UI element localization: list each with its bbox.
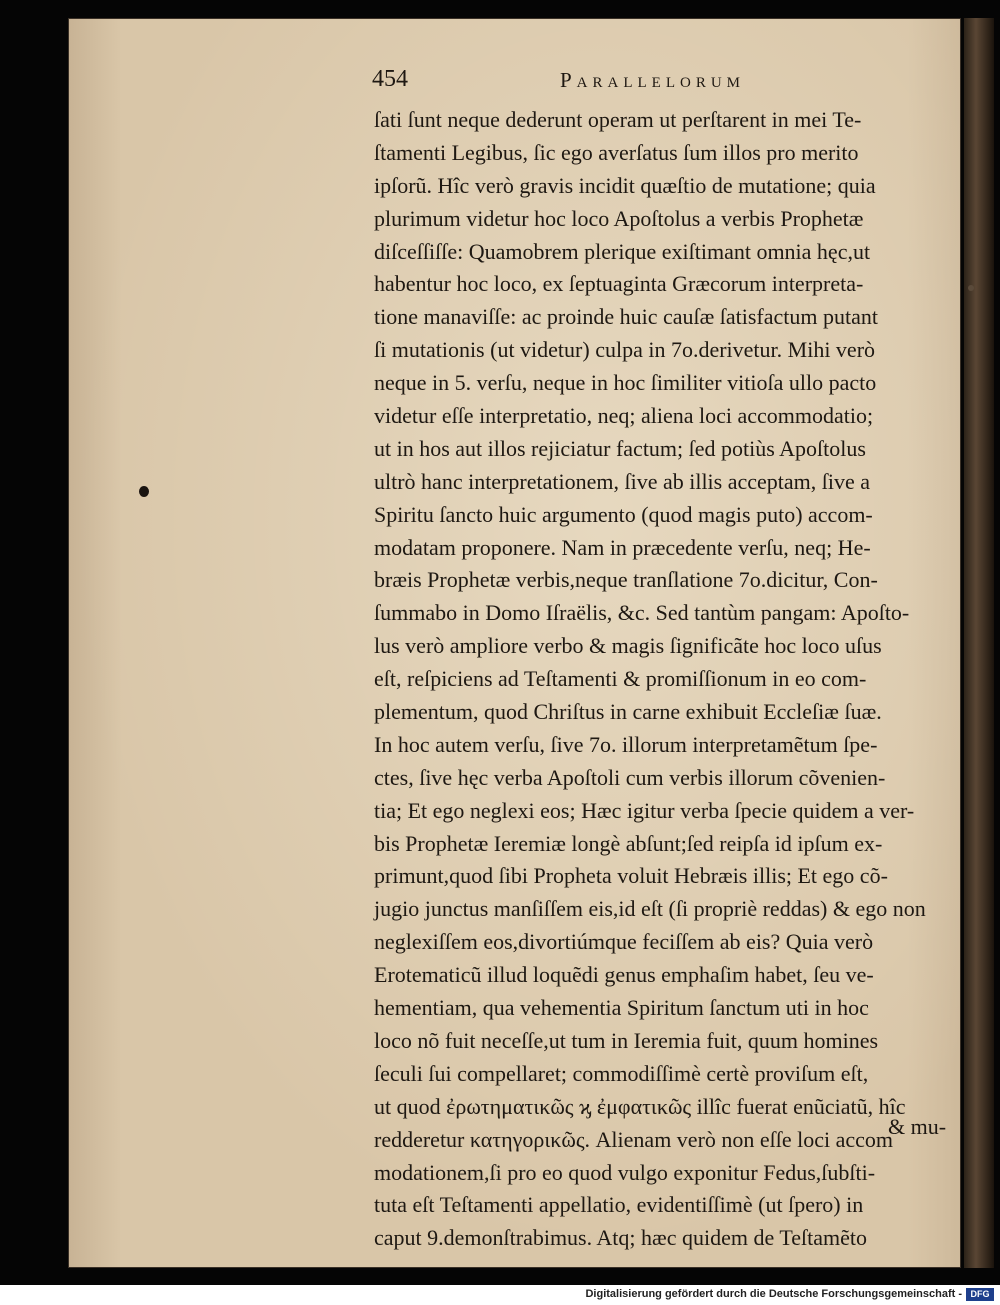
- text-line: In hoc autem verſu, ſive 7o. illorum interpretamẽtum ſpe-: [374, 731, 878, 757]
- text-line: ſummabo in Domo Iſraëlis, &c. Sed tantùm pangam: Apoſto-: [374, 600, 910, 626]
- margin-mark-left: [139, 486, 149, 497]
- text-line: ultrò hanc interpretationem, ſive ab illis acceptam, ſive a: [374, 468, 871, 494]
- catchword: & mu-: [888, 1114, 947, 1139]
- dfg-logo: DFG: [966, 1288, 994, 1301]
- text-line: videtur eſſe interpretatio, neq; aliena loci accommodatio;: [374, 403, 874, 429]
- text-line: ut in hos aut illos rejiciatur factum; ſed potiùs Apoſtolus: [374, 435, 866, 461]
- text-line: tia; Et ego neglexi eos; Hæc igitur verba ſpecie quidem a ver-: [374, 797, 915, 823]
- page-header: [372, 66, 832, 100]
- text-line: redderetur κατηγορικῶς. Alienam verò non eſſe loci accom: [374, 1126, 894, 1152]
- running-title: Parallelorum: [560, 68, 746, 92]
- text-line: ut quod ἐρωτηματικῶς ϗ ἐμφατικῶς illîc fuerat enũciatũ, hîc: [374, 1093, 906, 1119]
- margin-mark-right: [968, 285, 974, 291]
- footer-credit: Digitalisierung gefördert durch die Deutsche Forschungsgemeinschaft -: [585, 1288, 962, 1300]
- text-line: caput 9.demonſtrabimus. Atq; hæc quidem de Teſtamẽto: [374, 1225, 867, 1251]
- page-number: 454: [372, 66, 408, 92]
- text-line: neque in 5. verſu, neque in hoc ſimiliter vitioſa ullo pacto: [374, 370, 877, 396]
- text-line: plementum, quod Chriſtus in carne exhibuit Eccleſiæ ſuæ.: [374, 699, 882, 725]
- text-line: neglexiſſem eos,divortiúmque feciſſem ab eis? Quia verò: [374, 929, 874, 955]
- text-line: eſt, reſpiciens ad Teſtamenti & promiſſionum in eo com-: [374, 666, 867, 692]
- text-line: tuta eſt Teſtamenti appellatio, evidentiſſimè (ut ſpero) in: [374, 1192, 864, 1218]
- text-line: modatam proponere. Nam in præcedente verſu, neq; He-: [374, 534, 871, 560]
- body-text: [374, 104, 966, 1255]
- text-line: Erotematicũ illud loquẽdi genus emphaſim habet, ſeu ve-: [374, 962, 874, 988]
- text-line: loco nõ fuit neceſſe,ut tum in Ieremia fuit, quum homines: [374, 1027, 879, 1053]
- text-line: jugio junctus manſiſſem eis,id eſt (ſi propriè reddas) & ego non: [374, 896, 926, 922]
- text-line: habentur hoc loco, ex ſeptuaginta Græcorum interpreta-: [374, 271, 864, 297]
- digitization-footer: [0, 1285, 1000, 1305]
- text-line: ctes, ſive hęc verba Apoſtoli cum verbis illorum cõvenien-: [374, 764, 886, 790]
- text-line: lus verò ampliore verbo & magis ſignificãte hoc loco uſus: [374, 633, 882, 659]
- text-line: primunt,quod ſibi Propheta voluit Hebræis illis; Et ego cõ-: [374, 863, 888, 889]
- text-line: modationem,ſi pro eo quod vulgo exponitur Fedus,ſubſti-: [374, 1159, 876, 1185]
- text-line: tione manaviſſe: ac proinde huic cauſæ ſatisfactum putant: [374, 304, 879, 330]
- text-line: ſeculi ſui compellaret; commodiſſimè certè proviſum eſt,: [374, 1060, 869, 1086]
- text-line: ſati ſunt neque dederunt operam ut perſtarent in mei Te-: [374, 107, 862, 132]
- text-line: hementiam, qua vehementia Spiritum ſanctum uti in hoc: [374, 995, 869, 1021]
- text-line: ſi mutationis (ut videtur) culpa in 7o.derivetur. Mihi verò: [374, 337, 876, 363]
- text-line: diſceſſiſſe: Quamobrem plerique exiſtimant omnia hęc,ut: [374, 238, 871, 264]
- book-spine: [964, 18, 994, 1268]
- text-line: bis Prophetæ Ieremiæ longè abſunt;ſed reipſa id ipſum ex-: [374, 830, 883, 856]
- text-line: ipſorũ. Hîc verò gravis incidit quæſtio de mutatione; quia: [374, 172, 876, 198]
- text-line: ſtamenti Legibus, ſic ego averſatus ſum illos pro merito: [374, 139, 859, 165]
- text-line: plurimum videtur hoc loco Apoſtolus a verbis Prophetæ: [374, 205, 864, 231]
- text-line: Spiritu ſancto huic argumento (quod magis puto) accom-: [374, 501, 873, 527]
- text-line: bræis Prophetæ verbis,neque tranſlatione 7o.dicitur, Con-: [374, 567, 878, 593]
